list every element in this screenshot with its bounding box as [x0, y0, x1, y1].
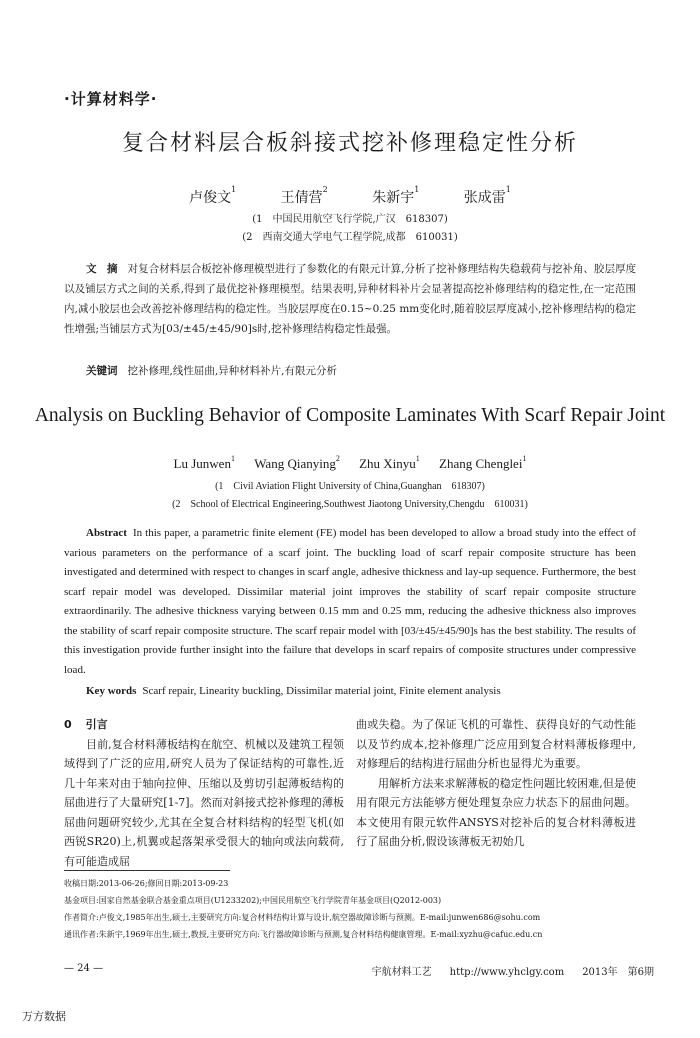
author-en: Wang Qianying$^2$ [254, 454, 340, 471]
affiliation-en-1: (1 Civil Aviation Flight University of China,Guanghan 618307) [215, 481, 485, 492]
body-paragraph: 目前,复合材料薄板结构在航空、机械以及建筑工程领域得到了广泛的应用,研究人员为了保证结构的可靠性,近几十年来对由于轴向拉伸、压缩以及剪切引起薄板结构的屈曲进行了大量研究[1-7]。然而对斜接式挖补修理的薄板屈曲问题研究较少,尤其在全复合材料结构的轻型飞机(如西锐SR20)上,机翼或起落架承受很大的轴向或法向载荷,有可能造成屈 [64, 737, 344, 868]
authors-en [0, 456, 700, 472]
keywords-cn-label: 关键词 [86, 365, 118, 377]
author-cn: 朱新宇$^1$ [372, 185, 420, 206]
abstract-cn [64, 259, 636, 339]
keywords-en-label: Key words [86, 685, 137, 697]
keywords-cn-text: 挖补修理,线性屈曲,异种材料补片,有限元分析 [127, 365, 338, 377]
journal-info [354, 963, 654, 978]
abstract-en [64, 524, 636, 680]
footnote-divider [64, 870, 230, 871]
body-column-left [64, 715, 344, 871]
footnote-funding: 基金项目:国家自然基金联合基金重点项目(U1233202);中国民用航空飞行学院青年基金项目(Q2012-003) [64, 896, 442, 905]
keywords-cn [64, 363, 636, 378]
abstract-cn-text: 对复合材料层合板挖补修理模型进行了参数化的有限元计算,分析了挖补修理结构失稳载荷与挖补角、胶层厚度以及铺层方式之间的关系,得到了最优挖补修理模型。结果表明,异种材料补片会显著提高挖补修理结构的稳定性,在一定范围内,减小胶层也会改善挖补修理结构的稳定性。当胶层厚度在0.15~0.25 mm变化时,随着胶层厚度减小,挖补修理结构的稳定性增强;当铺层方式为[03/±45/±45/90]s时,挖补修理结构稳定性最强。 [64, 263, 637, 335]
page-number: — 24 — [64, 963, 104, 974]
abstract-en-label: Abstract [86, 527, 127, 539]
affiliation-en-2: (2 School of Electrical Engineering,Southwest Jiaotong University,Chengdu 610031) [172, 499, 528, 510]
keywords-en [64, 685, 636, 697]
author-cn: 张成雷$^1$ [463, 185, 511, 206]
affiliation-cn-2: (2 西南交通大学电气工程学院,成都 610031) [242, 232, 458, 243]
keywords-en-text: Scarf repair, Linearity buckling, Dissimilar material joint, Finite element analysis [142, 685, 501, 697]
author-cn: 卢俊文$^1$ [189, 185, 237, 206]
title-en: Analysis on Buckling Behavior of Composite Laminates With Scarf Repair Joint [34, 405, 666, 426]
section-heading [64, 715, 344, 735]
section-number: 0 [64, 718, 72, 731]
column-tag: ·计算材料学· [64, 90, 158, 108]
author-en: Zhu Xinyu$^1$ [359, 454, 420, 471]
body-column-right [356, 715, 636, 852]
footnote-corresponding: 通讯作者:朱新宇,1969年出生,硕士,教授,主要研究方向:飞行器故障诊断与预测,复合材料结构健康管理。E-mail:xyzhu@cafuc.edu.cn [64, 930, 543, 939]
abstract-en-text: In this paper, a parametric finite element (FE) model has been developed to allow a broad study into the effect of various parameters on the performance of a scarf joint. The buckling load of scarf repair composite structure has been investigated and determined with respect to changes in scarf angle, adhesive thickness and lay-up sequence. Furthermore, the best scarf repair model was developed. Dissimilar material joint improves the stability of scarf repair composite structure extraordinarily. The adhesive thickness varying between 0.15 mm and 0.25 mm, reducing the adhesive thickness also improves the stability of scarf repair composite structure. The scarf repair model with [03/±45/±45/90]s has the best stability. The results of this investigation provide further insight into the failure that develops in scarf repairs of composite structures under compressive load. [64, 527, 636, 676]
abstract-cn-label: 文 摘 [86, 263, 118, 275]
journal-name: 宇航材料工艺 [371, 967, 432, 978]
author-en: Lu Junwen$^1$ [173, 454, 235, 471]
body-paragraph: 曲或失稳。为了保证飞机的可靠性、获得良好的气动性能以及节约成本,挖补修理广泛应用到复合材料薄板修理中,对修理后的结构进行屈曲分析也显得尤为重要。 [356, 718, 636, 770]
footnotes [64, 875, 654, 943]
author-en: Zhang Chenglei$^1$ [439, 454, 527, 471]
section-title: 引言 [85, 718, 108, 731]
journal-url: http://www.yhclgy.com [449, 967, 565, 978]
journal-issue: 2013年 第6期 [582, 967, 654, 978]
affiliation-cn-1: (1 中国民用航空飞行学院,广汉 618307) [252, 214, 448, 225]
footnote-received: 收稿日期:2013-06-26;修回日期:2013-09-23 [64, 879, 229, 888]
authors-cn [0, 187, 700, 207]
body-paragraph: 用解析方法来求解薄板的稳定性问题比较困难,但是使用有限元方法能够方便处理复杂应力状态下的屈曲问题。本文使用有限元软件ANSYS对挖补后的复合材料薄板进行了屈曲分析,假设该薄板无初始几 [356, 776, 636, 848]
footnote-author-bio: 作者简介:卢俊文,1985年出生,硕士,主要研究方向:复合材料结构计算与设计,航空器故障诊断与预测。E-mail:junwen686@sohu.com [64, 913, 541, 922]
title-cn: 复合材料层合板斜接式挖补修理稳定性分析 [121, 131, 578, 156]
author-cn: 王倩营$^2$ [280, 185, 328, 206]
watermark: 万方数据 [22, 1010, 66, 1023]
